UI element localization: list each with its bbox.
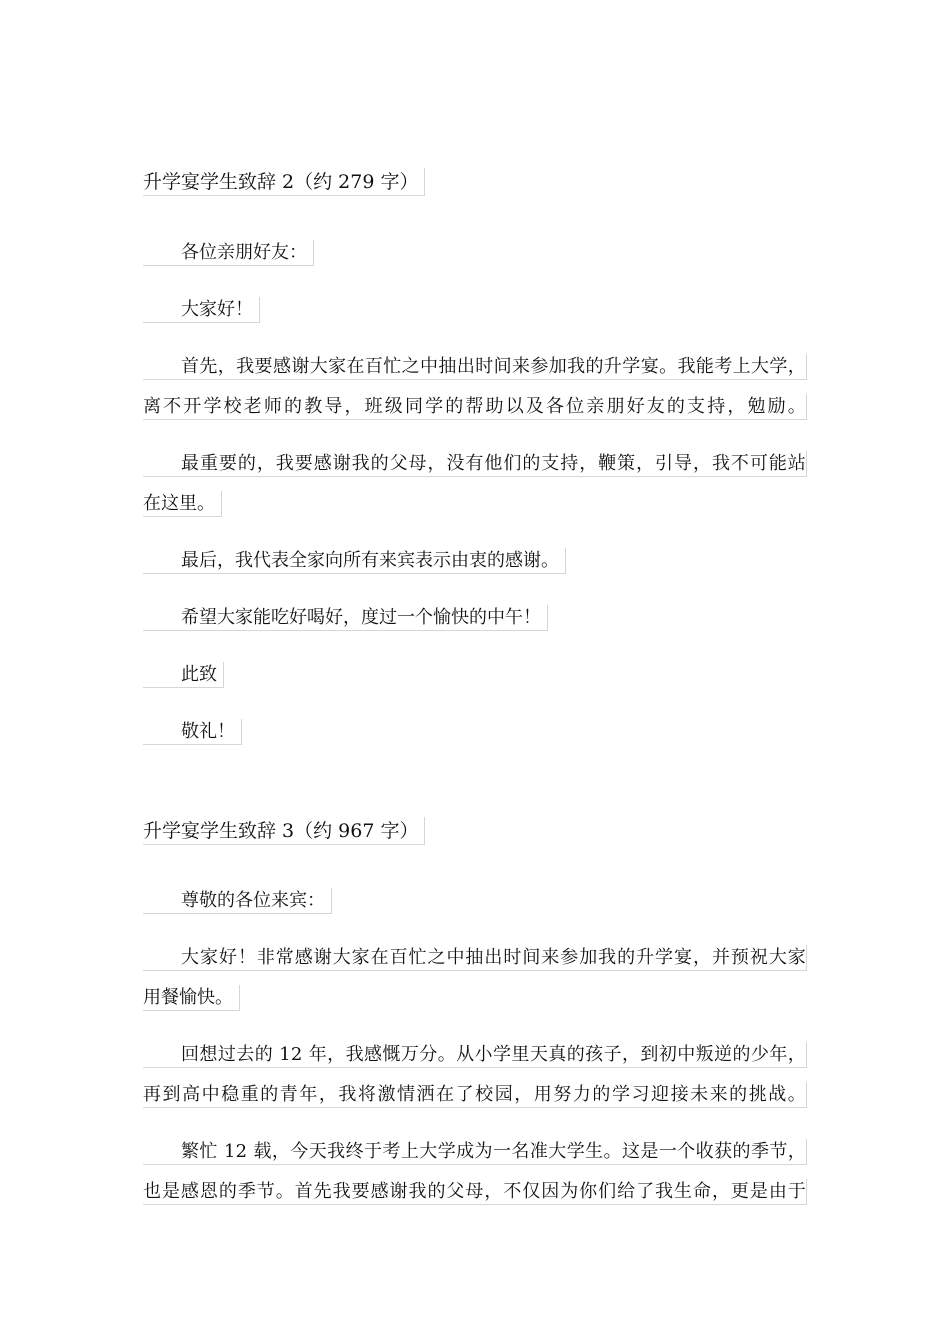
section-3-paragraph-2-line-1: 回想过去的 12 年，我感慨万分。从小学里天真的孩子，到初中叛逆的少年， bbox=[143, 1042, 807, 1068]
section-3-paragraph-3-line-2: 也是感恩的季节。首先我要感谢我的父母，不仅因为你们给了我生命，更是由于 bbox=[143, 1179, 807, 1205]
section-2-paragraph-1-line-1: 首先，我要感谢大家在百忙之中抽出时间来参加我的升学宴。我能考上大学， bbox=[143, 354, 807, 380]
section-3-paragraph-2-line-2: 再到高中稳重的青年，我将激情洒在了校园，用努力的学习迎接未来的挑战。 bbox=[143, 1082, 807, 1108]
section-3-paragraph-3-line-1: 繁忙 12 载，今天我终于考上大学成为一名准大学生。这是一个收获的季节， bbox=[143, 1139, 807, 1165]
section-3-greeting: 尊敬的各位来宾： bbox=[143, 888, 332, 914]
section-2-title: 升学宴学生致辞 2（约 279 字） bbox=[143, 168, 425, 196]
section-3-paragraph-1-line-1: 大家好！非常感谢大家在百忙之中抽出时间来参加我的升学宴，并预祝大家 bbox=[143, 945, 807, 971]
section-2-paragraph-4: 希望大家能吃好喝好，度过一个愉快的中午！ bbox=[143, 605, 548, 631]
section-2-closing-2: 敬礼！ bbox=[143, 719, 242, 745]
section-2-closing-1: 此致 bbox=[143, 662, 224, 688]
section-2-paragraph-2-line-2: 在这里。 bbox=[143, 491, 222, 517]
section-3-paragraph-1-line-2: 用餐愉快。 bbox=[143, 985, 240, 1011]
section-2-greeting: 各位亲朋好友： bbox=[143, 240, 314, 266]
section-2-hello: 大家好！ bbox=[143, 297, 260, 323]
section-3-title: 升学宴学生致辞 3（约 967 字） bbox=[143, 817, 425, 845]
section-2-paragraph-1-line-2: 离不开学校老师的教导，班级同学的帮助以及各位亲朋好友的支持，勉励。 bbox=[143, 394, 807, 420]
section-2-paragraph-2-line-1: 最重要的，我要感谢我的父母，没有他们的支持，鞭策，引导，我不可能站 bbox=[143, 451, 807, 477]
section-2-paragraph-3: 最后，我代表全家向所有来宾表示由衷的感谢。 bbox=[143, 548, 566, 574]
